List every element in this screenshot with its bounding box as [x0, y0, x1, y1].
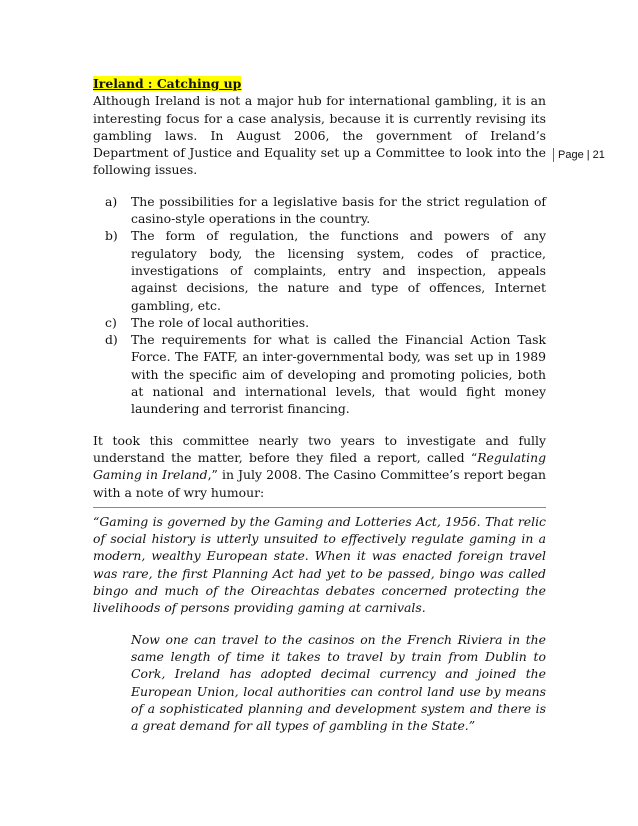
list-marker: c)	[105, 314, 117, 330]
issues-list	[93, 193, 546, 418]
report-paragraph-start: It took this committee nearly two years to investigate and fully understand the matter, before they filed a report, called “	[93, 432, 546, 465]
page-separator: |	[586, 149, 590, 161]
page-number	[553, 148, 605, 162]
page-number-value: 21	[592, 149, 605, 161]
list-item	[105, 193, 546, 228]
report-paragraph	[93, 432, 546, 501]
list-item-text: The role of local authorities.	[131, 314, 310, 330]
document-body	[93, 75, 546, 734]
report-paragraph-end: ,” in July 2008. The Casino Committee’s report began with a note of wry humour:	[93, 467, 546, 500]
quote-paragraph-2: Now one can travel to the casinos on the French Riviera in the same length of time it takes to travel by train from Dublin to Cork, Ireland has adopted decimal currency and joined the European Union, local authorities can control land use by means of a sophisticated planning and development system and there is a great demand for all types of gambling in the State.”	[131, 631, 546, 734]
list-item	[105, 331, 546, 417]
list-marker: a)	[105, 193, 118, 209]
list-item-text: The possibilities for a legislative basis for the strict regulation of casino-style operations in the country.	[131, 193, 546, 227]
report-title: Regulating Gaming in Ireland	[93, 449, 546, 483]
list-marker: b)	[105, 228, 118, 244]
divider	[93, 507, 546, 508]
quote-paragraph-1: “Gaming is governed by the Gaming and Lotteries Act, 1956. That relic of social history is utterly unsuited to effectively regulate gaming in a modern, wealthy European state. When it was enacted foreign travel was rare, the first Planning Act had yet to be passed, bingo was called bingo and much of the Oireachtas debates concerned protecting the livelihoods of persons providing gaming at carnivals.	[93, 513, 546, 616]
list-item-text: The requirements for what is called the Financial Action Task Force. The FATF, an inter-governmental body, was set up in 1989 with the specific aim of developing and promoting policies, both at national and international levels, that would fight money laundering and terrorist financing.	[131, 332, 546, 417]
intro-paragraph: Although Ireland is not a major hub for international gambling, it is an interesting focus for a case analysis, because it is currently revising its gambling laws. In August 2006, the government of Ireland’s Department of Justice and Equality set up a Committee to look into the following issues.	[93, 93, 546, 178]
list-item	[105, 227, 546, 313]
list-item	[105, 314, 546, 331]
section-heading: Ireland : Catching up	[93, 76, 242, 91]
page-label: Page	[558, 149, 584, 161]
section-heading-line	[93, 75, 546, 92]
list-marker: d)	[105, 332, 118, 348]
list-item-text: The form of regulation, the functions and powers of any regulatory body, the licensing system, codes of practice, investigations of complaints, entry and inspection, appeals against decisions, the nature and type of offences, Internet gambling, etc.	[131, 228, 546, 313]
